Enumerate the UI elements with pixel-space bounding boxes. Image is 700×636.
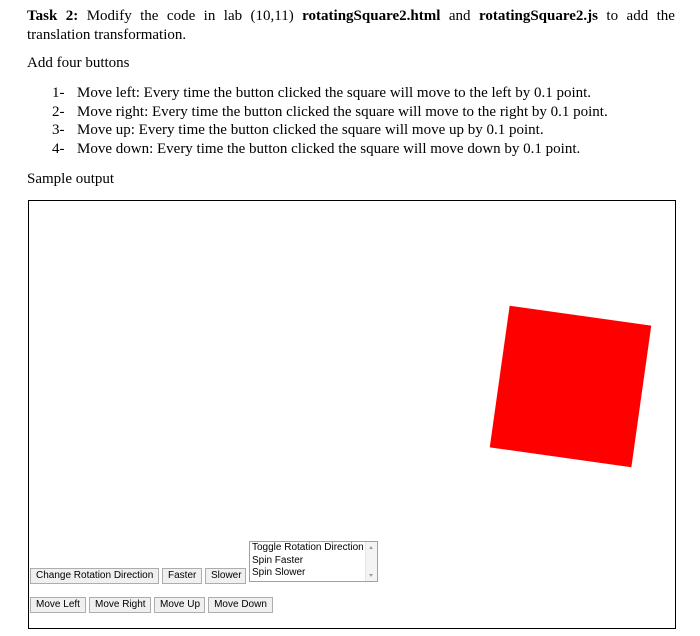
scroll-up-arrow-icon[interactable] [369,546,373,549]
task-description [27,7,675,45]
step-text: Move down: Every time the button clicked the square will move down by 0.1 point. [77,140,581,157]
task-text-1: Modify the code in lab (10,11) [78,8,303,24]
slower-button[interactable]: Slower [205,568,246,584]
task-file-html: rotatingSquare2.html [302,8,441,24]
rotating-square [490,306,652,468]
move-up-button[interactable]: Move Up [154,597,205,613]
menu-option-toggle-direction[interactable]: Toggle Rotation Direction [252,542,364,553]
step-item [52,84,608,103]
task-file-js: rotatingSquare2.js [478,8,598,24]
faster-button[interactable]: Faster [162,568,202,584]
steps-list [52,84,608,158]
step-text: Move left: Every time the button clicked the square will move to the left by 0.1 point. [77,85,592,101]
move-left-button[interactable]: Move Left [30,597,86,613]
change-rotation-direction-button[interactable]: Change Rotation Direction [30,568,159,584]
sample-output-label: Sample output [27,171,115,187]
step-item [52,140,608,159]
step-number: 1- [52,85,65,101]
menu-option-spin-slower[interactable]: Spin Slower [252,567,306,578]
scroll-down-arrow-icon[interactable] [369,574,373,577]
step-number: 3- [52,122,65,138]
task-text-3: to add the translation transformation. [27,8,675,43]
move-down-button[interactable]: Move Down [208,597,273,613]
step-text: Move up: Every time the button clicked the square will move up by 0.1 point. [77,122,544,138]
menu-option-spin-faster[interactable]: Spin Faster [252,554,304,566]
step-number: 4- [52,140,65,157]
task-label: Task 2: [27,8,79,24]
step-text: Move right: Every time the button clicked the square will move to the right by 0.1 point. [77,103,608,120]
move-right-button[interactable]: Move Right [89,597,151,613]
intro-text: Add four buttons [27,55,130,71]
listbox-scrollbar[interactable] [365,542,377,581]
step-number: 2- [52,103,65,120]
step-item [52,121,608,140]
task-text-2: and [440,8,479,24]
step-item [52,103,608,122]
rotation-menu-listbox[interactable] [249,541,378,582]
